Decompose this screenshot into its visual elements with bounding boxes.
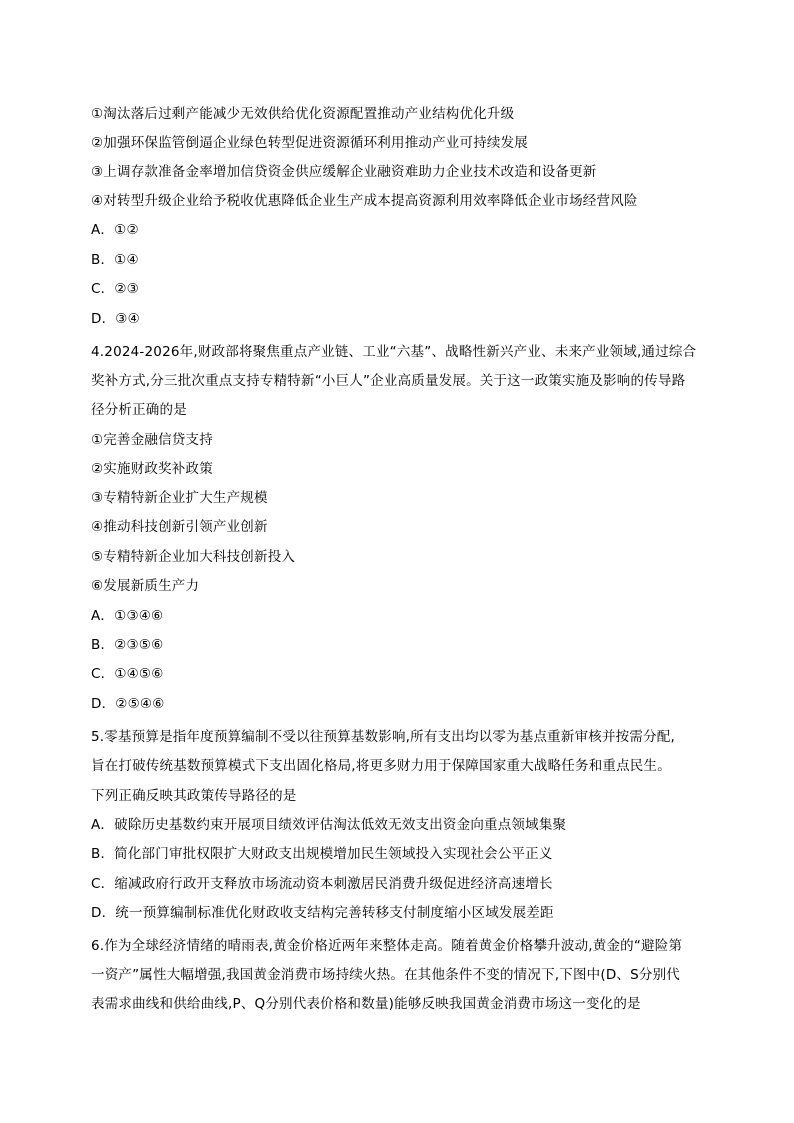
q5-stem-line-3: 下列正确反映其政策传导路径的是 bbox=[91, 788, 297, 804]
q3-option-d: D．③④ bbox=[91, 311, 140, 327]
q6-stem-line-3: 表需求曲线和供给曲线,P、Q分别代表价格和数量)能够反映我国黄金消费市场这一变化的是 bbox=[91, 996, 641, 1012]
q6-stem-line-1: 6.作为全球经济情绪的晴雨表,黄金价格近两年来整体走高。随着黄金价格攀升波动,黄金的“避险第 bbox=[91, 938, 683, 954]
q3-option-c: C．②③ bbox=[91, 281, 139, 297]
q4-stem-line-1: 4.2024-2026年,财政部将聚焦重点产业链、工业“六基”、战略性新兴产业、未来产业领域,通过综合 bbox=[91, 344, 697, 360]
q4-item-3: ③专精特新企业扩大生产规模 bbox=[91, 490, 268, 506]
q3-item-3: ③上调存款准备金率增加信贷资金供应缓解企业融资难助力企业技术改造和设备更新 bbox=[91, 164, 597, 180]
q5-stem-line-1: 5.零基预算是指年度预算编制不受以往预算基数影响,所有支出均以零为基点重新审核并按需分配, bbox=[91, 729, 675, 745]
q3-item-1: ①淘汰落后过剩产能减少无效供给优化资源配置推动产业结构优化升级 bbox=[91, 106, 515, 122]
q5-option-c: C．缩减政府行政开支释放市场流动资本刺激居民消费升级促进经济高速增长 bbox=[91, 876, 553, 892]
q3-item-4: ④对转型升级企业给予税收优惠降低企业生产成本提高资源利用效率降低企业市场经营风险 bbox=[91, 193, 638, 209]
q4-option-d: D．②⑤④⑥ bbox=[91, 696, 165, 712]
q4-stem-line-3: 径分析正确的是 bbox=[91, 402, 187, 418]
q3-option-b: B．①④ bbox=[91, 252, 139, 268]
q4-stem-line-2: 奖补方式,分三批次重点支持专精特新“小巨人”企业高质量发展。关于这一政策实施及影响的传导路 bbox=[91, 373, 686, 389]
q4-item-4: ④推动科技创新引领产业创新 bbox=[91, 519, 268, 535]
q4-item-5: ⑤专精特新企业加大科技创新投入 bbox=[91, 549, 296, 565]
q4-item-1: ①完善金融信贷支持 bbox=[91, 432, 213, 448]
q5-option-a: A．破除历史基数约束开展项目绩效评估淘汰低效无效支出资金向重点领域集聚 bbox=[91, 817, 567, 833]
q5-option-b: B．简化部门审批权限扩大财政支出规模增加民生领域投入实现社会公平正义 bbox=[91, 846, 553, 862]
q3-item-2: ②加强环保监管倒逼企业绿色转型促进资源循环利用推动产业可持续发展 bbox=[91, 135, 529, 151]
q4-item-2: ②实施财政奖补政策 bbox=[91, 461, 213, 477]
q4-item-6: ⑥发展新质生产力 bbox=[91, 578, 200, 594]
q4-option-b: B．②③⑤⑥ bbox=[91, 637, 164, 653]
q6-stem-line-2: 一资产”属性大幅增强,我国黄金消费市场持续火热。在其他条件不变的情况下,下图中(D、S分别代 bbox=[91, 967, 681, 983]
q3-option-a: A．①② bbox=[91, 222, 139, 238]
q4-option-a: A．①③④⑥ bbox=[91, 608, 164, 624]
q5-option-d: D．统一预算编制标准优化财政收支结构完善转移支付制度缩小区域发展差距 bbox=[91, 905, 554, 921]
q4-option-c: C．①④⑤⑥ bbox=[91, 666, 164, 682]
q5-stem-line-2: 旨在打破传统基数预算模式下支出固化格局,将更多财力用于保障国家重大战略任务和重点民生。 bbox=[91, 758, 671, 774]
